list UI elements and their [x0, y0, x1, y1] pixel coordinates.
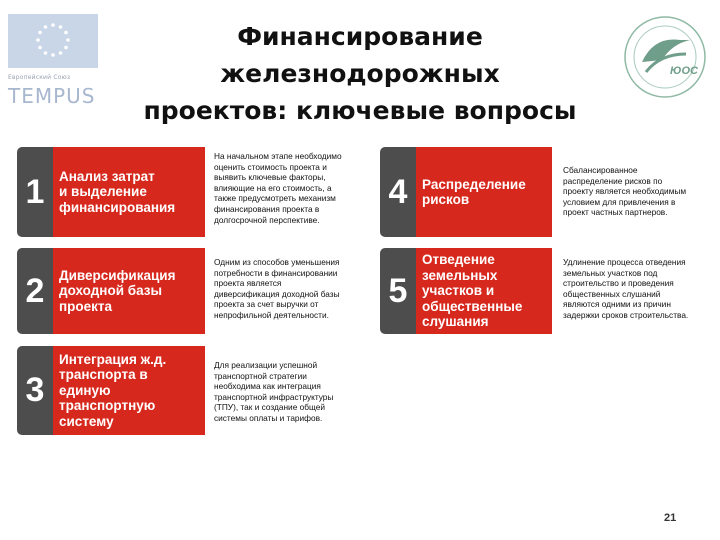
issue-heading: Отведение земельных участков и общественные слушания	[416, 248, 552, 334]
issue-card-1	[17, 147, 357, 237]
issue-heading: Анализ затрат и выделение финансирования	[53, 147, 205, 237]
university-seal-logo	[620, 14, 710, 100]
issue-card-5	[380, 248, 710, 334]
page-number: 21	[664, 512, 677, 524]
issue-card-4	[380, 147, 710, 237]
issue-heading: Интеграция ж.д. транспорта в единую транспортную систему	[53, 346, 205, 435]
eu-flag-icon	[8, 14, 98, 68]
eu-caption: Европейский Союз	[8, 74, 71, 81]
issue-heading: Диверсификация доходной базы проекта	[53, 248, 205, 334]
issue-card-2	[17, 248, 357, 334]
issue-heading: Распределение рисков	[416, 147, 552, 237]
issue-description: Для реализации успешной транспортной стратегии необходима как интеграция транспортной инфраструктуры (ТПУ), так и создание общей системы оплаты и тарифов.	[214, 360, 334, 423]
issue-description: Удлинение процесса отведения земельных участков под строительство и проведения общественных слушаний являются одними из причин задержки сроков строительства.	[563, 257, 689, 320]
title-line-2: проектов: ключевые вопросы	[143, 96, 577, 125]
issue-description: Сбалансированное распределение рисков по проекту является необходимым условием для привлечения в проект частных партнеров.	[563, 165, 687, 218]
issue-number: 3	[17, 346, 53, 435]
issue-card-3	[17, 346, 357, 435]
tempus-logo	[8, 14, 98, 106]
seal-lettering: ЮОС	[670, 65, 698, 77]
issue-number: 1	[17, 147, 53, 237]
title-line-1: Финансирование железнодорожных	[220, 22, 500, 88]
tempus-label: TEMPUS	[8, 84, 96, 108]
issue-number: 5	[380, 248, 416, 334]
issue-number: 4	[380, 147, 416, 237]
issue-description: Одним из способов уменьшения потребности в финансировании проекта является диверсификация доходной базы проекта за счет выручки от непрофильной деятельности.	[214, 257, 340, 320]
issue-description: На начальном этапе необходимо оценить стоимость проекта и выявить ключевые факторы, влияющие на его стоимость, а также предусмотреть механизм финансирования проекта в долгосрочной перспективе.	[214, 151, 342, 225]
issue-number: 2	[17, 248, 53, 334]
page-title	[100, 18, 620, 129]
